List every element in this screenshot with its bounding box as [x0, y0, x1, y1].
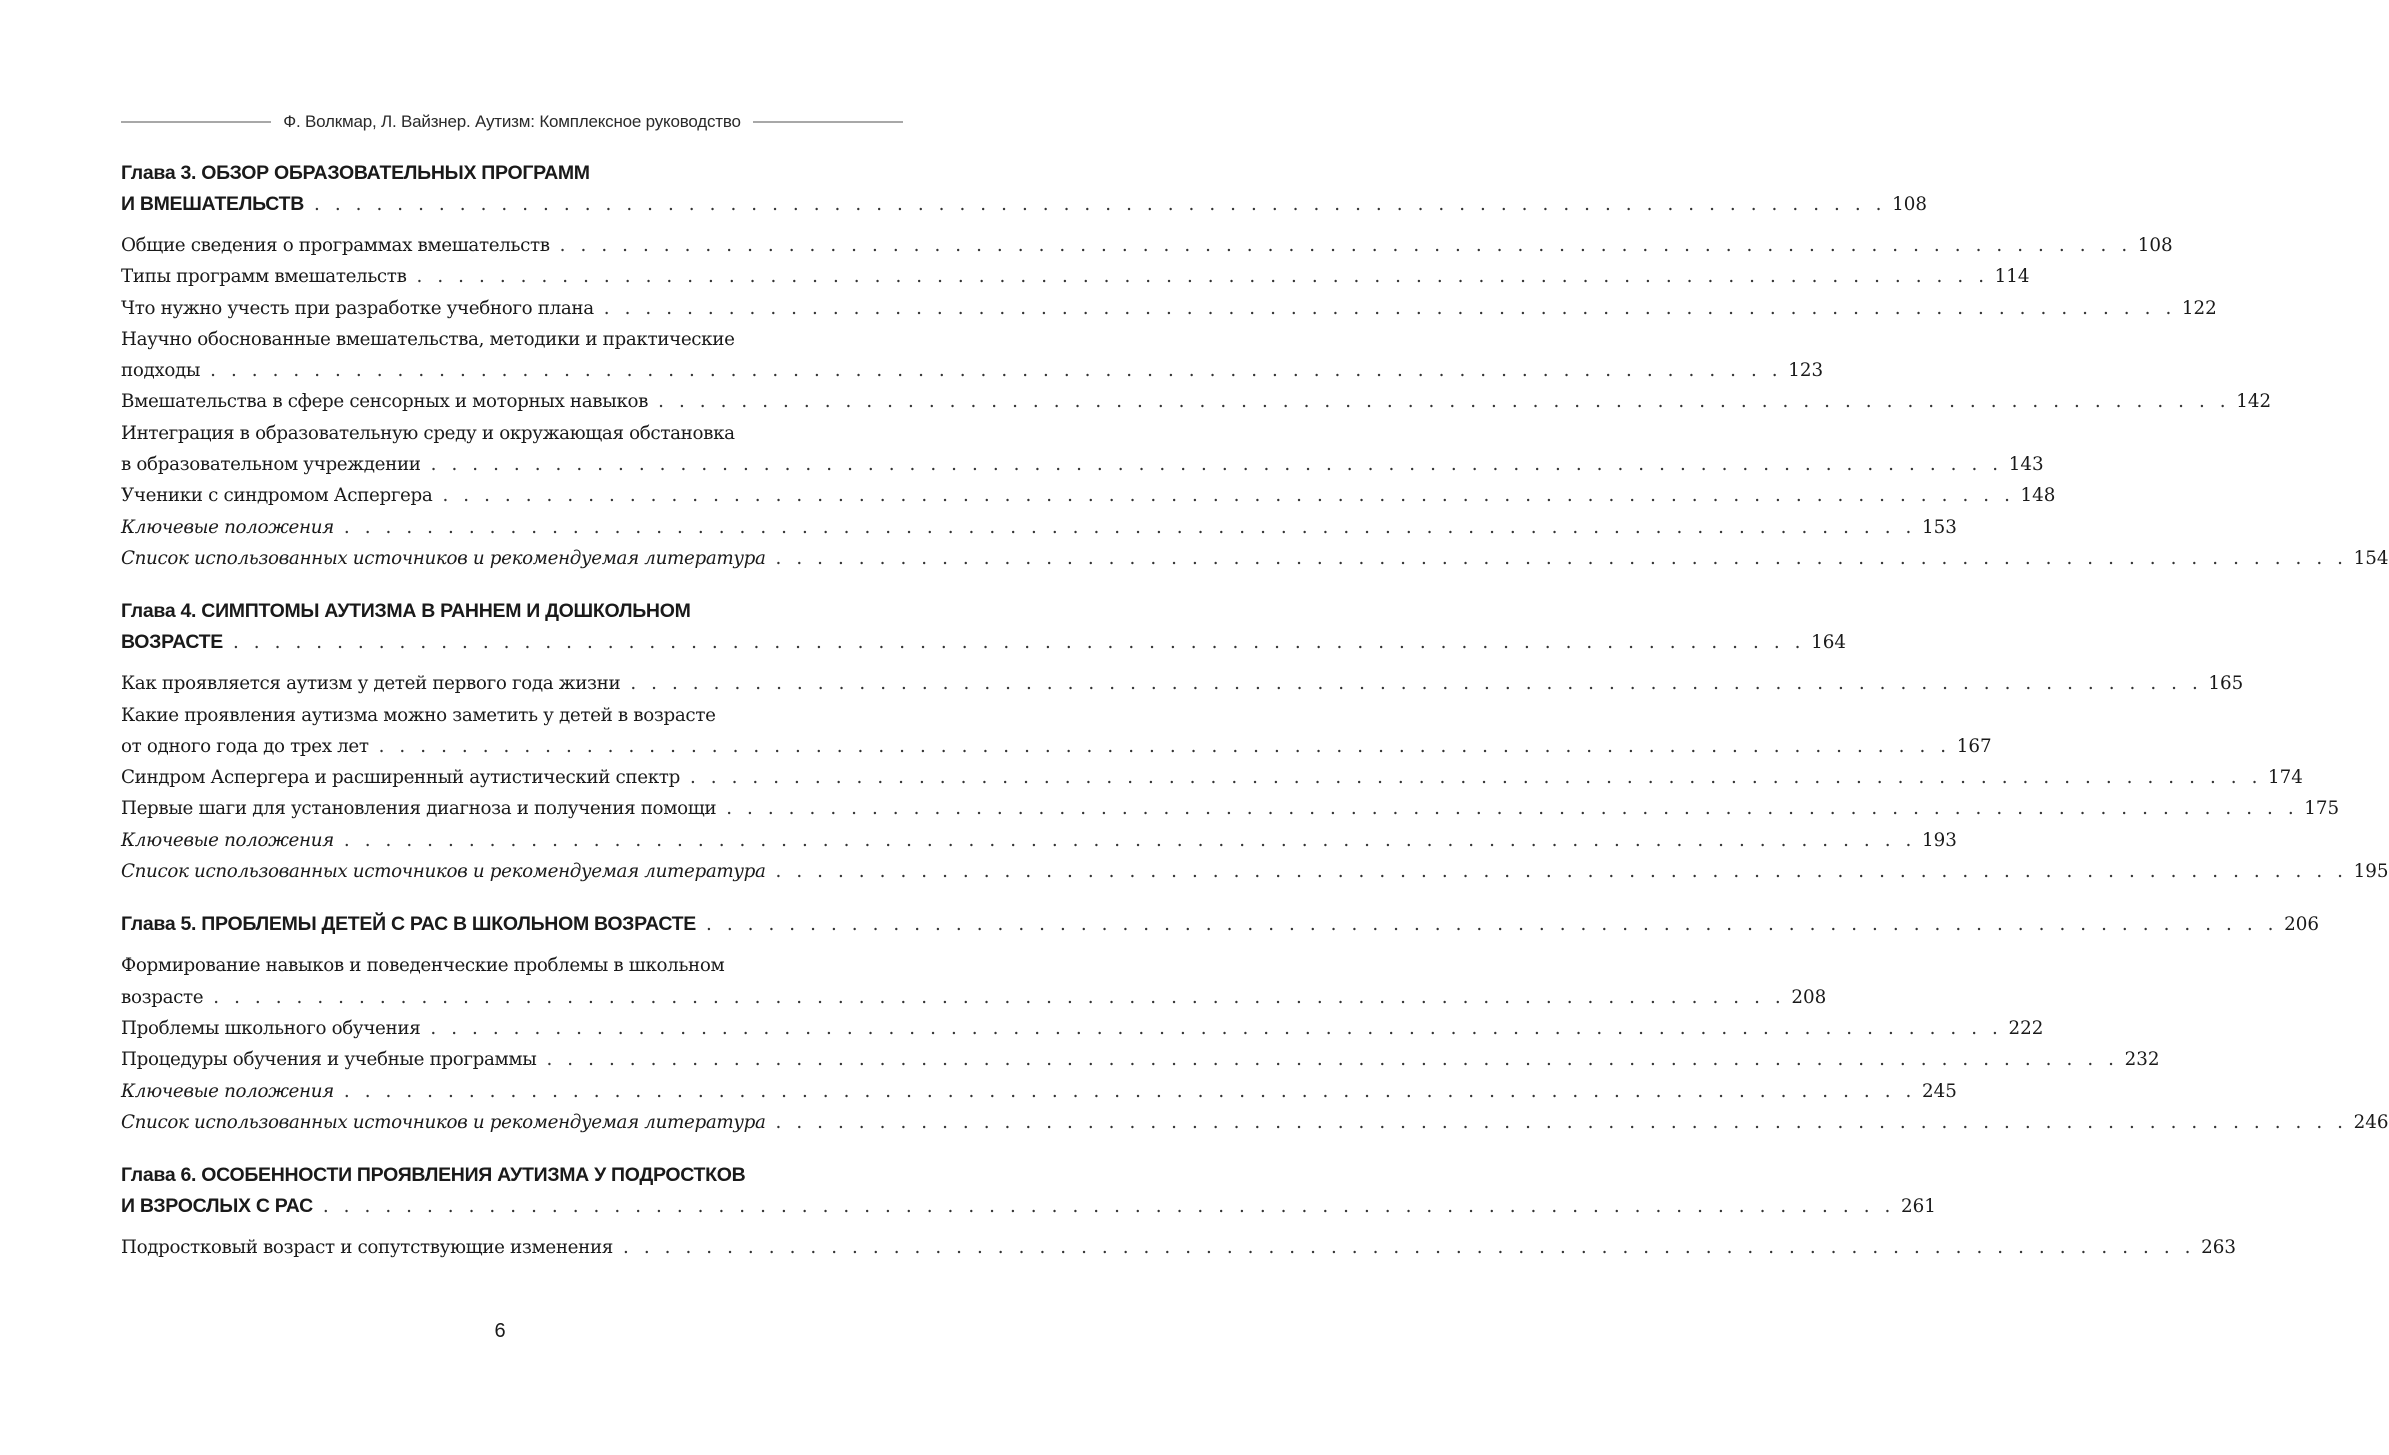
leader-dots: . . . . . . . . . . . . . . . . . . . . . . . . . . . . . . . . . . . . . . . . . . . . . . . . . . . . . . . . . . . . . . . . . . . . . . . . . . . .: [210, 360, 1783, 382]
chapter-3: [121, 158, 2389, 574]
entry-title-line1: Интеграция в образовательную среду и окружающая обстановка: [121, 422, 735, 444]
table-of-contents: [121, 158, 2389, 1263]
entry-title: Ученики с синдромом Аспергера: [121, 485, 433, 507]
page-ref: 208: [1791, 986, 1827, 1008]
page-ref: 263: [2201, 1237, 2236, 1259]
toc-entry-key-points[interactable]: [121, 1076, 1957, 1107]
page-ref: 153: [1921, 516, 1957, 538]
page-ref: 154: [2353, 547, 2389, 569]
toc-entry[interactable]: [121, 1044, 2160, 1075]
running-head: [121, 108, 903, 136]
toc-entry[interactable]: [121, 762, 2303, 793]
toc-entry-key-points[interactable]: [121, 825, 1957, 856]
entry-title-line1: Научно обоснованные вмешательства, методики и практические: [121, 328, 735, 350]
entry-title: Общие сведения о программах вмешательств: [121, 235, 550, 256]
leader-dots: . . . . . . . . . . . . . . . . . . . . . . . . . . . . . . . . . . . . . . . . . . . . . . . . . . . . . . . . . . . . . . . . . . . . . . . . . . . .: [416, 266, 1989, 288]
page-ref: 167: [1956, 735, 1992, 757]
chapter-title-line2: И ВЗРОСЛЫХ С РАС: [121, 1195, 313, 1218]
toc-entry[interactable]: [121, 1232, 2236, 1263]
entry-title-line1: Какие проявления аутизма можно заметить у детей в возрасте: [121, 704, 716, 726]
page-ref: 142: [2236, 391, 2272, 413]
chapter-heading[interactable]: [121, 909, 2319, 940]
leader-dots: . . . . . . . . . . . . . . . . . . . . . . . . . . . . . . . . . . . . . . . . . . . . . . . . . . . . . . . . . . . . . . . . . . . . . . . . . . . .: [343, 1080, 1916, 1102]
page-ref: 122: [2181, 297, 2217, 319]
page-ref: 232: [2124, 1049, 2160, 1071]
chapter-heading[interactable]: [121, 158, 1927, 220]
chapter-heading[interactable]: [121, 1160, 1936, 1222]
leader-dots: . . . . . . . . . . . . . . . . . . . . . . . . . . . . . . . . . . . . . . . . . . . . . . . . . . . . . . . . . . . . . . . . . . . . . . . . . . . .: [546, 1049, 2119, 1071]
toc-entry[interactable]: [121, 1013, 2044, 1044]
leader-dots: . . . . . . . . . . . . . . . . . . . . . . . . . . . . . . . . . . . . . . . . . . . . . . . . . . . . . . . . . . . . . . . . . . . . . . . . . . . .: [442, 485, 2015, 507]
toc-entry[interactable]: [121, 293, 2217, 324]
leader-dots: . . . . . . . . . . . . . . . . . . . . . . . . . . . . . . . . . . . . . . . . . . . . . . . . . . . . . . . . . . . . . . . . . . . . . . . . . . . .: [775, 861, 2348, 883]
page-ref: 148: [2020, 485, 2056, 507]
page-ref: 108: [2137, 235, 2173, 256]
leader-dots: . . . . . . . . . . . . . . . . . . . . . . . . . . . . . . . . . . . . . . . . . . . . . . . . . . . . . . . . . . . . . . . . . . . . . . . . . . . .: [603, 297, 2176, 319]
chapter-title-line1: Глава 6. ОСОБЕННОСТИ ПРОЯВЛЕНИЯ АУТИЗМА У ПОДРОСТКОВ: [121, 1164, 746, 1187]
page-ref: 164: [1811, 632, 1846, 654]
page-ref: 175: [2304, 798, 2340, 820]
leader-dots: . . . . . . . . . . . . . . . . . . . . . . . . . . . . . . . . . . . . . . . . . . . . . . . . . . . . . . . . . . . . . . . . . . . . . . . . . . . .: [430, 1017, 2003, 1039]
page-ref: 174: [2268, 767, 2303, 789]
page-ref: 222: [2008, 1017, 2044, 1039]
page-number: 6: [494, 1320, 506, 1342]
toc-entry[interactable]: [121, 230, 2173, 261]
page-ref: 246: [2353, 1111, 2389, 1133]
page-ref: 245: [1921, 1080, 1957, 1102]
leader-dots: . . . . . . . . . . . . . . . . . . . . . . . . . . . . . . . . . . . . . . . . . . . . . . . . . . . . . . . . . . . . . . . . . . . . . . . . . . . .: [232, 632, 1806, 654]
leader-dots: . . . . . . . . . . . . . . . . . . . . . . . . . . . . . . . . . . . . . . . . . . . . . . . . . . . . . . . . . . . . . . . . . . . . . . . . . . . .: [213, 986, 1786, 1008]
entry-title: Синдром Аспергера и расширенный аутистический спектр: [121, 767, 680, 789]
entry-title: Как проявляется аутизм у детей первого года жизни: [121, 673, 621, 695]
page-ref: 143: [2008, 454, 2044, 476]
entry-title: Первые шаги для установления диагноза и получения помощи: [121, 798, 717, 820]
chapter-5: [121, 909, 2389, 1138]
leader-dots: . . . . . . . . . . . . . . . . . . . . . . . . . . . . . . . . . . . . . . . . . . . . . . . . . . . . . . . . . . . . . . . . . . . . . . . . . . . .: [775, 547, 2348, 569]
entry-title: Типы программ вмешательств: [121, 266, 407, 288]
leader-dots: . . . . . . . . . . . . . . . . . . . . . . . . . . . . . . . . . . . . . . . . . . . . . . . . . . . . . . . . . . . . . . . . . . . . . . . . . . . .: [689, 767, 2263, 789]
toc-entry[interactable]: [121, 480, 2056, 511]
toc-entry-key-points[interactable]: [121, 512, 1957, 543]
entry-title: Процедуры обучения и учебные программы: [121, 1049, 537, 1071]
leader-dots: . . . . . . . . . . . . . . . . . . . . . . . . . . . . . . . . . . . . . . . . . . . . . . . . . . . . . . . . . . . . . . . . . . . . . . . . . . . .: [726, 798, 2299, 820]
chapter-title: Глава 5. ПРОБЛЕМЫ ДЕТЕЙ С РАС В ШКОЛЬНОМ ВОЗРАСТЕ: [121, 913, 697, 936]
running-head-text: Ф. Волкмар, Л. Вайзнер. Аутизм: Комплексное руководство: [283, 112, 741, 131]
entry-title: Список использованных источников и рекомендуемая литература: [121, 861, 766, 883]
leader-dots: . . . . . . . . . . . . . . . . . . . . . . . . . . . . . . . . . . . . . . . . . . . . . . . . . . . . . . . . . . . . . . . . . . . . . . . . . . . .: [314, 194, 1887, 215]
page-ref: 195: [2353, 861, 2389, 883]
chapter-heading[interactable]: [121, 596, 1846, 658]
chapter-title-line1: Глава 4. СИМПТОМЫ АУТИЗМА В РАННЕМ И ДОШКОЛЬНОМ: [121, 600, 691, 623]
entry-title: Список использованных источников и рекомендуемая литература: [121, 547, 766, 569]
page-ref: 108: [1892, 194, 1927, 215]
leader-dots: . . . . . . . . . . . . . . . . . . . . . . . . . . . . . . . . . . . . . . . . . . . . . . . . . . . . . . . . . . . . . . . . . . . . . . . . . . . .: [775, 1111, 2348, 1133]
running-head-rule-right: [753, 121, 903, 123]
entry-title: от одного года до трех лет: [121, 735, 369, 757]
chapter-title-line2: И ВМЕШАТЕЛЬСТВ: [121, 193, 304, 215]
entry-title: Ключевые положения: [121, 1080, 334, 1102]
entry-title: Ключевые положения: [121, 516, 334, 538]
leader-dots: . . . . . . . . . . . . . . . . . . . . . . . . . . . . . . . . . . . . . . . . . . . . . . . . . . . . . . . . . . . . . . . . . . . . . . . . . . . .: [623, 1237, 2196, 1259]
toc-entry[interactable]: [121, 324, 1824, 387]
toc-entry[interactable]: [121, 668, 2244, 699]
page-ref: 261: [1900, 1196, 1936, 1218]
leader-dots: . . . . . . . . . . . . . . . . . . . . . . . . . . . . . . . . . . . . . . . . . . . . . . . . . . . . . . . . . . . . . . . . . . . . . . . . . . . .: [378, 735, 1951, 757]
entry-title: Подростковый возраст и сопутствующие изменения: [121, 1237, 613, 1259]
entry-title: Вмешательства в сфере сенсорных и моторных навыков: [121, 391, 649, 413]
page-ref: 165: [2208, 673, 2244, 695]
toc-entry-references[interactable]: [121, 856, 2389, 887]
page-ref: 206: [2284, 914, 2319, 936]
toc-entry[interactable]: [121, 950, 1827, 1013]
toc-entry[interactable]: [121, 793, 2340, 824]
entry-title: подходы: [121, 360, 201, 382]
toc-entry[interactable]: [121, 418, 2044, 481]
page-ref: 114: [1994, 266, 2030, 288]
leader-dots: . . . . . . . . . . . . . . . . . . . . . . . . . . . . . . . . . . . . . . . . . . . . . . . . . . . . . . . . . . . . . . . . . . . . . . . . . . . .: [630, 673, 2203, 695]
entry-title: Ключевые положения: [121, 829, 334, 851]
leader-dots: . . . . . . . . . . . . . . . . . . . . . . . . . . . . . . . . . . . . . . . . . . . . . . . . . . . . . . . . . . . . . . . . . . . . . . . . . . . .: [559, 235, 2132, 256]
toc-entry[interactable]: [121, 261, 2030, 292]
leader-dots: . . . . . . . . . . . . . . . . . . . . . . . . . . . . . . . . . . . . . . . . . . . . . . . . . . . . . . . . . . . . . . . . . . . . . . . . . . . .: [343, 516, 1916, 538]
toc-entry-references[interactable]: [121, 1107, 2389, 1138]
entry-title: Что нужно учесть при разработке учебного плана: [121, 297, 594, 319]
chapter-6: [121, 1160, 2236, 1263]
entry-title: Список использованных источников и рекомендуемая литература: [121, 1111, 766, 1133]
leader-dots: . . . . . . . . . . . . . . . . . . . . . . . . . . . . . . . . . . . . . . . . . . . . . . . . . . . . . . . . . . . . . . . . . . . . . . . . . . . .: [430, 454, 2003, 476]
leader-dots: . . . . . . . . . . . . . . . . . . . . . . . . . . . . . . . . . . . . . . . . . . . . . . . . . . . . . . . . . . . . . . . . . . . . . . . . . . . .: [706, 914, 2279, 936]
page-ref: 193: [1921, 829, 1957, 851]
toc-entry-references[interactable]: [121, 543, 2389, 574]
toc-entry[interactable]: [121, 386, 2272, 417]
toc-entry[interactable]: [121, 700, 1992, 763]
chapter-title-line1: Глава 3. ОБЗОР ОБРАЗОВАТЕЛЬНЫХ ПРОГРАММ: [121, 162, 590, 184]
chapter-4: [121, 596, 2389, 887]
leader-dots: . . . . . . . . . . . . . . . . . . . . . . . . . . . . . . . . . . . . . . . . . . . . . . . . . . . . . . . . . . . . . . . . . . . . . . . . . . . .: [343, 829, 1916, 851]
leader-dots: . . . . . . . . . . . . . . . . . . . . . . . . . . . . . . . . . . . . . . . . . . . . . . . . . . . . . . . . . . . . . . . . . . . . . . . . . . . .: [322, 1196, 1895, 1218]
entry-title: Проблемы школьного обучения: [121, 1017, 421, 1039]
leader-dots: . . . . . . . . . . . . . . . . . . . . . . . . . . . . . . . . . . . . . . . . . . . . . . . . . . . . . . . . . . . . . . . . . . . . . . . . . . . .: [658, 391, 2231, 413]
running-head-rule-left: [121, 121, 271, 123]
entry-title: в образовательном учреждении: [121, 454, 421, 476]
entry-title: возрасте: [121, 986, 204, 1008]
entry-title-line1: Формирование навыков и поведенческие проблемы в школьном: [121, 955, 725, 977]
chapter-title-line2: ВОЗРАСТЕ: [121, 631, 223, 654]
page-ref: 123: [1788, 360, 1824, 382]
